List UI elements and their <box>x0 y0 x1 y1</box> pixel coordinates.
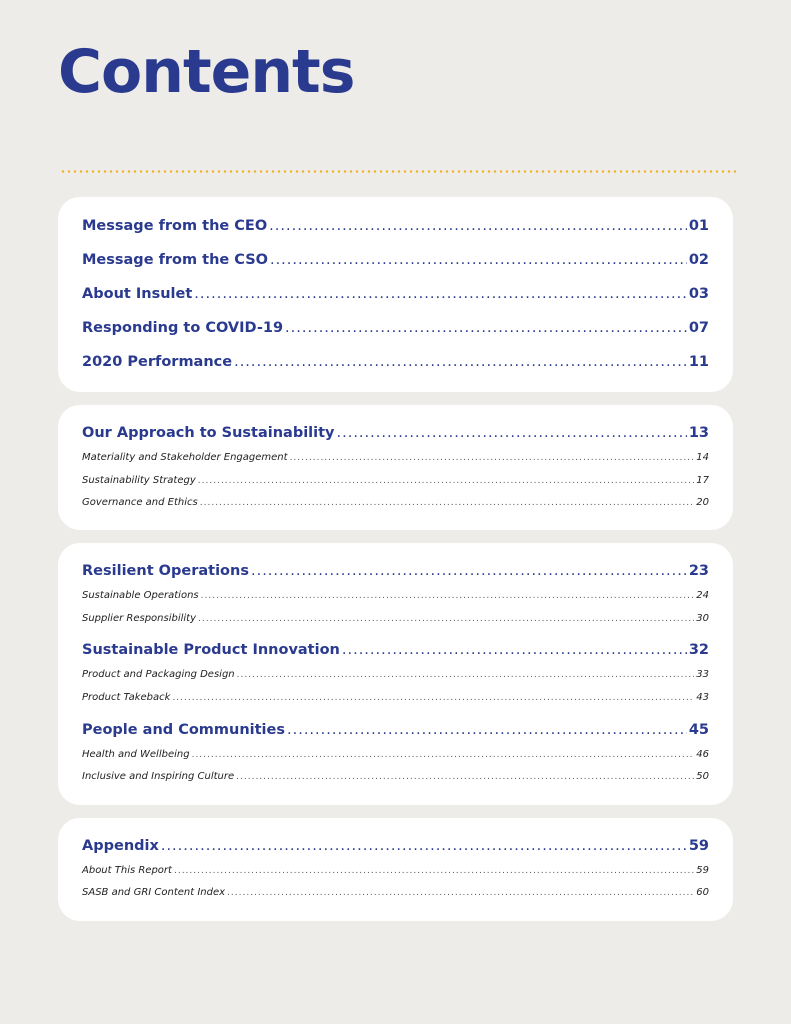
toc-subentry-page: 17 <box>696 475 709 486</box>
toc-subentry-content-index[interactable] <box>82 887 709 898</box>
toc-subentry-governance[interactable] <box>82 497 709 508</box>
toc-subentry-page: 50 <box>696 771 709 782</box>
toc-subentry-label: Sustainability Strategy <box>82 475 196 486</box>
toc-entry-page: 59 <box>688 838 709 854</box>
toc-entry-page: 07 <box>688 320 709 336</box>
toc-subentry-label: SASB and GRI Content Index <box>82 887 226 898</box>
toc-subentry-health[interactable] <box>82 749 709 760</box>
toc-entry-label: About Insulet <box>82 286 193 302</box>
toc-subentry-sustainable-operations[interactable] <box>82 590 709 601</box>
toc-subentry-page: 60 <box>696 887 709 898</box>
dot-leader <box>198 614 694 624</box>
toc-entry-approach[interactable] <box>82 425 709 441</box>
toc-subentry-page: 24 <box>696 590 709 601</box>
dot-leader <box>174 866 694 876</box>
toc-entry-label: 2020 Performance <box>82 354 233 370</box>
toc-section-intro <box>58 197 733 392</box>
dot-leader <box>198 476 695 486</box>
dot-leader <box>290 453 695 463</box>
dot-leader <box>234 354 687 370</box>
toc-subentry-page: 33 <box>696 669 709 680</box>
toc-section-appendix <box>58 818 733 921</box>
toc-entry-about-insulet[interactable] <box>82 286 709 302</box>
toc-section-pillars <box>58 543 733 805</box>
toc-entry-page: 01 <box>688 218 709 234</box>
page-title: Contents <box>58 37 355 107</box>
toc-entry-label: Appendix <box>82 838 159 854</box>
toc-entry-page: 03 <box>688 286 709 302</box>
dot-leader <box>227 888 694 898</box>
toc-entry-page: 32 <box>688 642 709 658</box>
dot-leader <box>192 750 695 760</box>
toc-entry-label: Resilient Operations <box>82 563 249 579</box>
toc-subentry-label: Governance and Ethics <box>82 497 198 508</box>
toc-entry-label: Message from the CEO <box>82 218 268 234</box>
toc-entry-page: 02 <box>688 252 709 268</box>
toc-entry-label: Responding to COVID-19 <box>82 320 284 336</box>
toc-subentry-label: About This Report <box>82 865 172 876</box>
toc-entry-covid[interactable] <box>82 320 709 336</box>
toc-entry-resilient-operations[interactable] <box>82 563 709 579</box>
toc-subentry-page: 20 <box>696 497 709 508</box>
toc-subentry-about-report[interactable] <box>82 865 709 876</box>
dot-leader <box>269 218 687 234</box>
toc-entry-label: Sustainable Product Innovation <box>82 642 340 658</box>
toc-subentry-label: Sustainable Operations <box>82 590 199 601</box>
dot-leader <box>270 252 687 268</box>
dot-leader <box>285 320 687 336</box>
dot-leader <box>200 498 695 508</box>
toc-subentry-label: Health and Wellbeing <box>82 749 190 760</box>
toc-subentry-page: 14 <box>696 452 709 463</box>
toc-entry-label: Message from the CSO <box>82 252 268 268</box>
dotted-divider <box>60 170 736 173</box>
dot-leader <box>337 425 687 441</box>
toc-subentry-packaging[interactable] <box>82 669 709 680</box>
toc-entry-people-communities[interactable] <box>82 722 709 738</box>
dot-leader <box>236 772 694 782</box>
toc-entry-appendix[interactable] <box>82 838 709 854</box>
dot-leader <box>287 722 687 738</box>
toc-entry-label: Our Approach to Sustainability <box>82 425 335 441</box>
toc-subentry-takeback[interactable] <box>82 692 709 703</box>
toc-subentry-page: 30 <box>696 613 709 624</box>
toc-subentry-label: Product Takeback <box>82 692 171 703</box>
dot-leader <box>342 642 687 658</box>
toc-entry-page: 11 <box>688 354 709 370</box>
toc-entry-ceo-message[interactable] <box>82 218 709 234</box>
dot-leader <box>161 838 687 854</box>
toc-entry-product-innovation[interactable] <box>82 642 709 658</box>
dot-leader <box>201 591 695 601</box>
toc-subentry-page: 46 <box>696 749 709 760</box>
toc-subentry-strategy[interactable] <box>82 475 709 486</box>
toc-entry-performance[interactable] <box>82 354 709 370</box>
toc-subentry-supplier[interactable] <box>82 613 709 624</box>
toc-entry-page: 13 <box>688 425 709 441</box>
toc-section-approach <box>58 405 733 530</box>
toc-subentry-culture[interactable] <box>82 771 709 782</box>
dot-leader <box>172 693 694 703</box>
toc-subentry-label: Supplier Responsibility <box>82 613 197 624</box>
toc-entry-cso-message[interactable] <box>82 252 709 268</box>
toc-entry-page: 45 <box>688 722 709 738</box>
toc-subentry-materiality[interactable] <box>82 452 709 463</box>
toc-subentry-page: 59 <box>696 865 709 876</box>
toc-entry-label: People and Communities <box>82 722 285 738</box>
toc-subentry-label: Materiality and Stakeholder Engagement <box>82 452 288 463</box>
toc-entry-page: 23 <box>688 563 709 579</box>
toc-subentry-label: Inclusive and Inspiring Culture <box>82 771 235 782</box>
dot-leader <box>251 563 687 579</box>
toc-subentry-label: Product and Packaging Design <box>82 669 235 680</box>
dot-leader <box>237 670 695 680</box>
dot-leader <box>194 286 687 302</box>
toc-subentry-page: 43 <box>696 692 709 703</box>
